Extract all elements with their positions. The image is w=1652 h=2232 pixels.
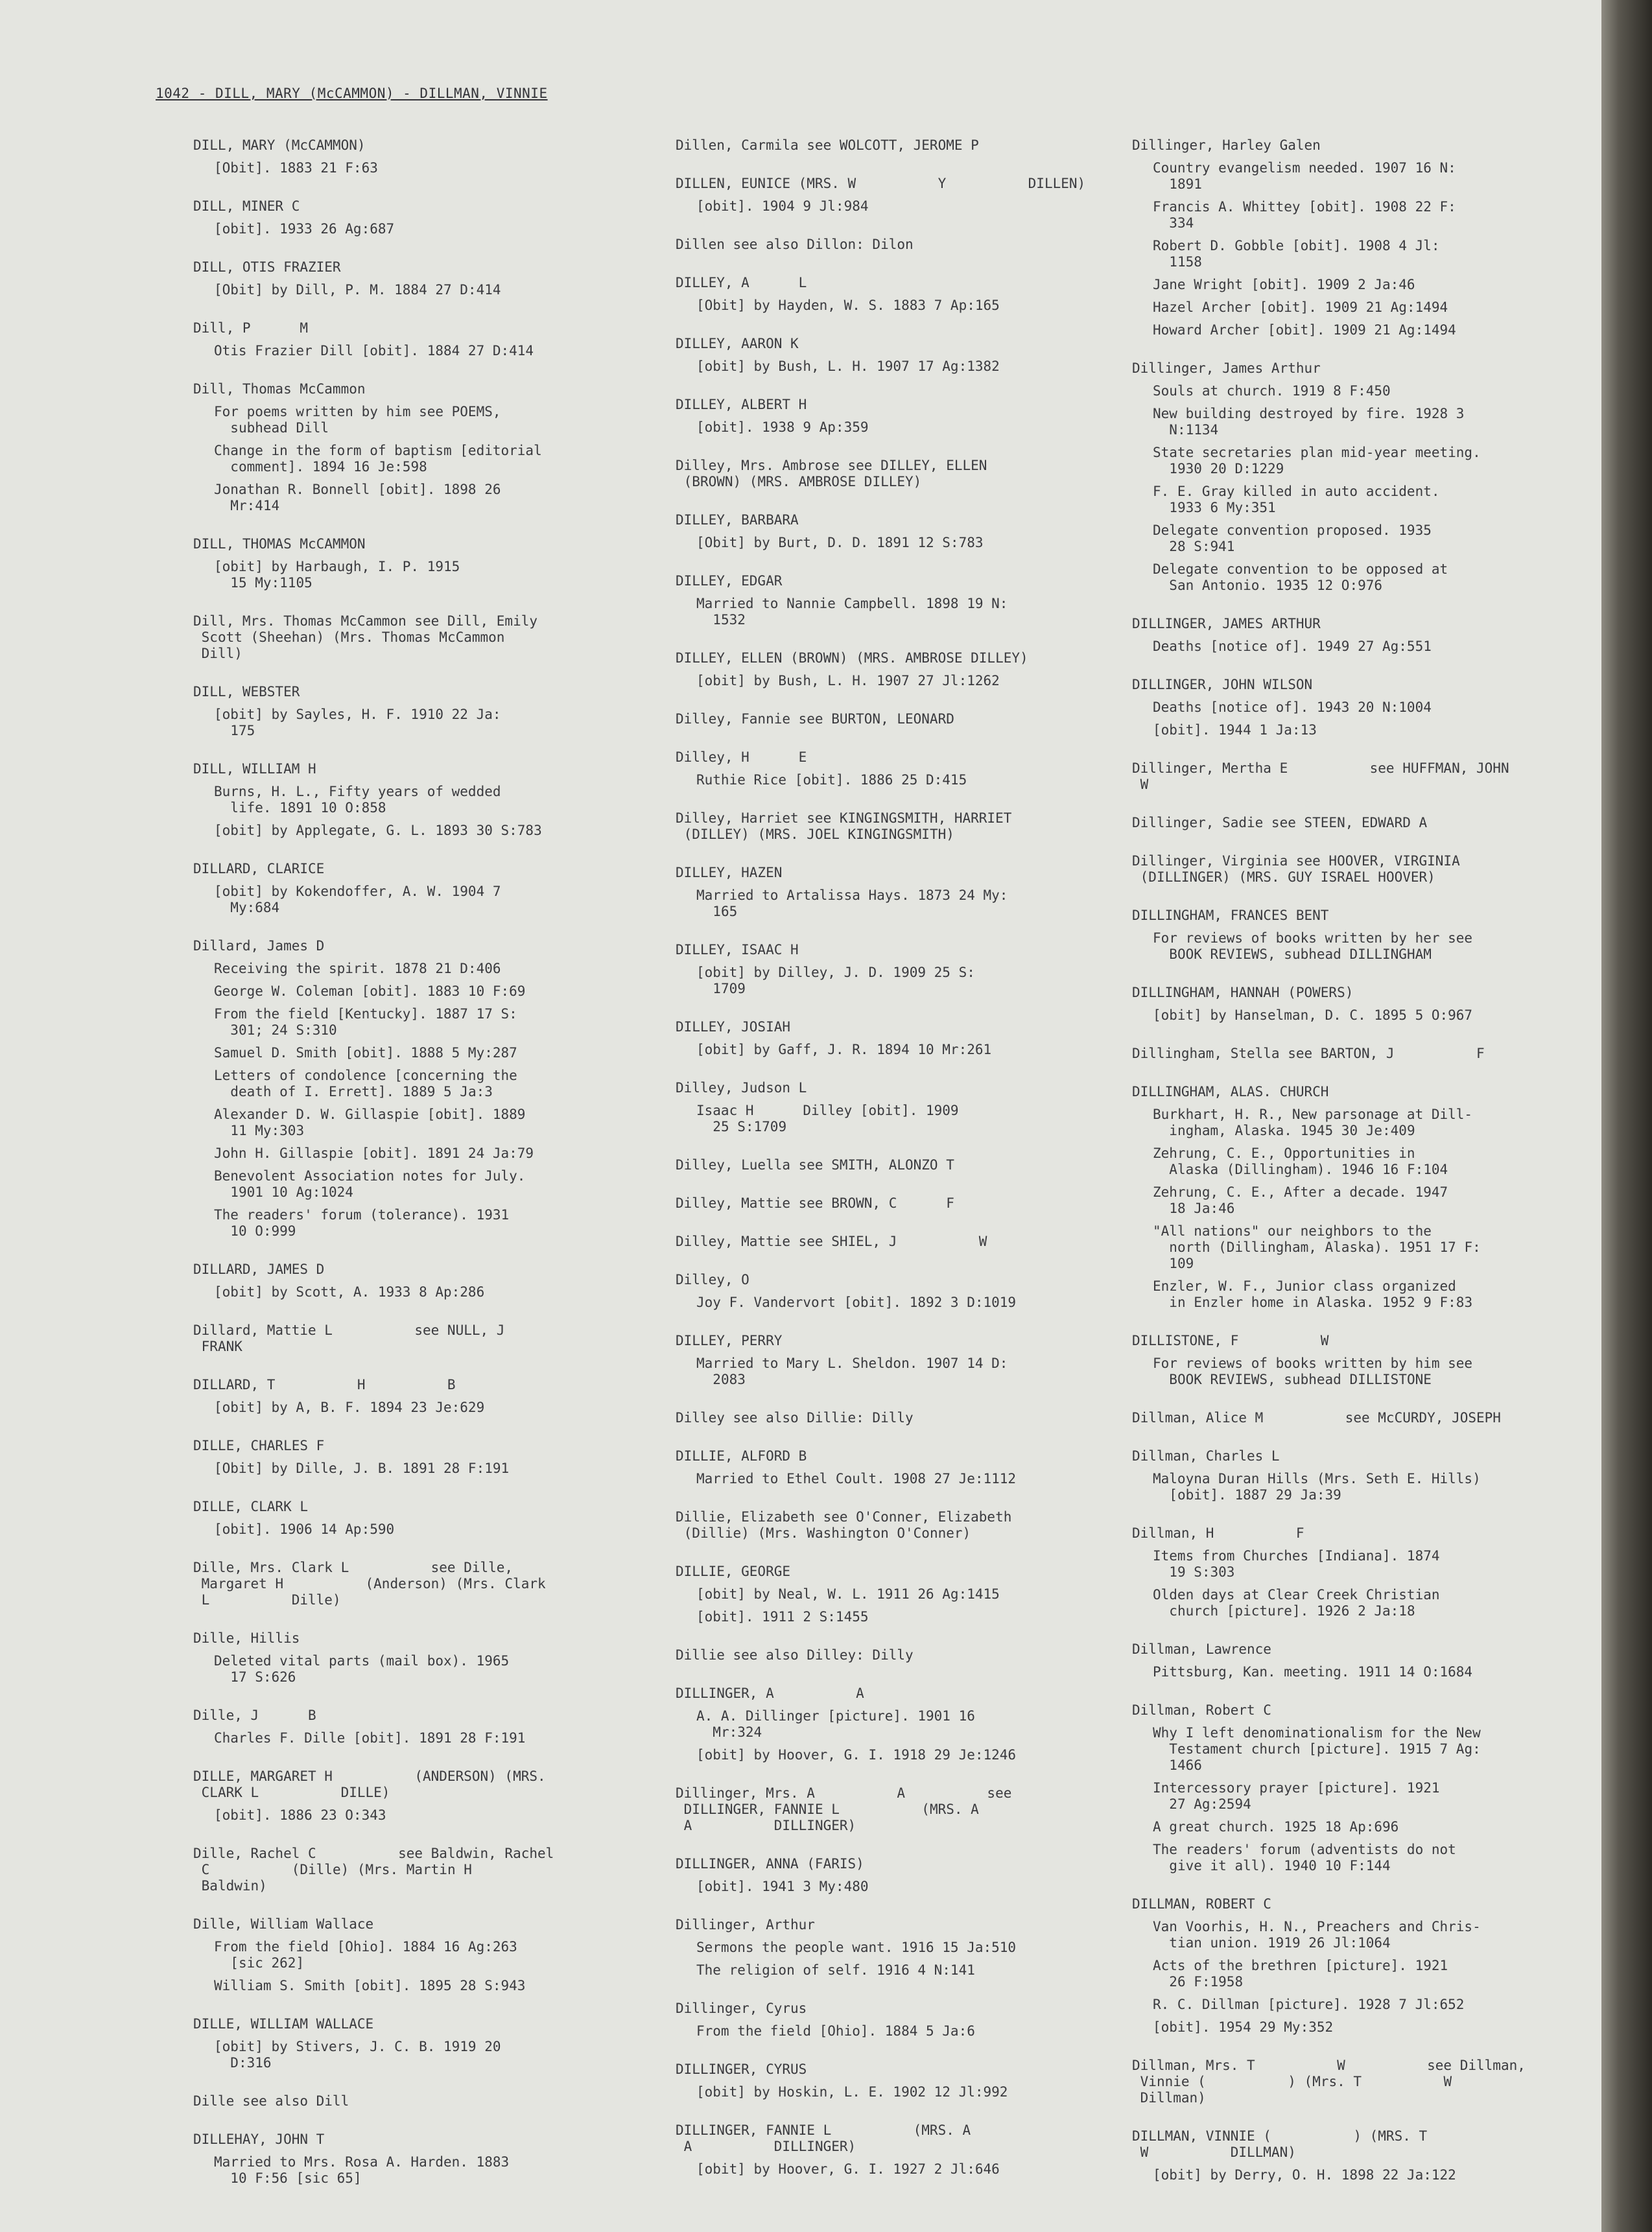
index-entry — [1132, 2058, 1573, 2106]
index-entry — [1132, 1896, 1573, 2036]
entry-citation: Joy F. Vandervort [obit]. 1892 3 D:1019 — [696, 1295, 1017, 1310]
entry-heading: DILLEN, EUNICE (MRS. W Y DILLEN) — [676, 176, 1086, 191]
entry-heading: Dill, P M — [193, 320, 309, 336]
entry-citation: For poems written by him see POEMS, subhead Dill — [214, 404, 501, 436]
entry-heading: Dillman, Mrs. T W see Dillman, Vinnie ( ) (Mrs. T W Dillman) — [1132, 2058, 1526, 2106]
entry-citation: [obit] by Sayles, H. F. 1910 22 Ja: 175 — [214, 707, 501, 738]
entry-citation: [obit] by Kokendoffer, A. W. 1904 7 My:684 — [214, 884, 501, 915]
index-entry — [676, 711, 1116, 727]
entry-heading: Dillinger, Mertha E see HUFFMAN, JOHN W — [1132, 760, 1509, 792]
entry-citation: [obit]. 1886 23 O:343 — [214, 1807, 386, 1823]
entry-citation: [obit] by Hanselman, D. C. 1895 5 O:967 — [1153, 1007, 1473, 1023]
entry-heading: DILLINGER, CYRUS — [676, 2062, 807, 2077]
index-entry — [1132, 1084, 1573, 1311]
entry-citation: Jane Wright [obit]. 1909 2 Ja:46 — [1153, 277, 1415, 292]
entry-heading: DILLE, WILLIAM WALLACE — [193, 2016, 374, 2032]
entry-citation: Married to Mary L. Sheldon. 1907 14 D: 2083 — [696, 1356, 1008, 1387]
entry-citation: John H. Gillaspie [obit]. 1891 24 Ja:79 — [214, 1145, 534, 1161]
entry-heading: Dille, William Wallace — [193, 1916, 374, 1932]
entry-citation: [obit] by A, B. F. 1894 23 Je:629 — [214, 1400, 485, 1415]
entry-heading: DILLINGER, ANNA (FARIS) — [676, 1856, 864, 1872]
entry-heading: Dilley, Mrs. Ambrose see DILLEY, ELLEN (BROWN) (MRS. AMBROSE DILLEY) — [676, 458, 987, 489]
entry-citation: Jonathan R. Bonnell [obit]. 1898 26 Mr:414 — [214, 482, 501, 513]
entry-heading: Dillman, Alice M see McCURDY, JOSEPH — [1132, 1410, 1501, 1426]
entry-citation: Enzler, W. F., Junior class organized in Enzler home in Alaska. 1952 9 F:83 — [1153, 1278, 1473, 1310]
entry-citation: New building destroyed by fire. 1928 3 N:1134 — [1153, 406, 1465, 438]
index-entry — [193, 2016, 634, 2071]
entry-citation: Van Voorhis, H. N., Preachers and Chris- tian union. 1919 26 Jl:1064 — [1153, 1919, 1481, 1951]
entry-heading: DILLISTONE, F W — [1132, 1333, 1329, 1348]
entry-citation: F. E. Gray killed in auto accident. 1933 6 My:351 — [1153, 484, 1440, 515]
entry-heading: Dillard, James D — [193, 938, 325, 954]
index-entry — [1132, 1046, 1573, 1062]
entry-heading: DILLE, CHARLES F — [193, 1438, 325, 1453]
entry-citation: [Obit]. 1883 21 F:63 — [214, 160, 378, 176]
index-entry — [193, 938, 634, 1239]
index-entry — [676, 1157, 1116, 1173]
index-entry — [193, 761, 634, 839]
index-entry — [1132, 1641, 1573, 1680]
entry-heading: Dillman, Robert C — [1132, 1702, 1271, 1718]
entry-citation: Zehrung, C. E., Opportunities in Alaska (Dillingham). 1946 16 F:104 — [1153, 1145, 1448, 1177]
entry-heading: Dilley, Harriet see KINGINGSMITH, HARRIET (DILLEY) (MRS. JOEL KINGINGSMITH) — [676, 810, 1012, 842]
index-entry — [676, 1195, 1116, 1212]
index-entry — [1132, 760, 1573, 793]
entry-citation: [obit]. 1904 9 Jl:984 — [696, 198, 869, 214]
entry-heading: Dillinger, Harley Galen — [1132, 137, 1321, 153]
index-entry — [1132, 1410, 1573, 1426]
entry-heading: Dillinger, Mrs. A A see DILLINGER, FANNIE L (MRS. A A DILLINGER) — [676, 1785, 1012, 1833]
entry-citation: Why I left denominationalism for the New Testament church [picture]. 1915 7 Ag: 1466 — [1153, 1725, 1481, 1773]
entry-heading: DILLE, MARGARET H (ANDERSON) (MRS. CLARK L DILLE) — [193, 1768, 546, 1800]
entry-citation: George W. Coleman [obit]. 1883 10 F:69 — [214, 983, 526, 999]
index-entry — [193, 1322, 634, 1355]
entry-citation: Francis A. Whittey [obit]. 1908 22 F: 334 — [1153, 199, 1456, 231]
entry-citation: [Obit] by Burt, D. D. 1891 12 S:783 — [696, 535, 984, 550]
entry-citation: Benevolent Association notes for July. 1901 10 Ag:1024 — [214, 1168, 526, 1200]
index-entry — [676, 1856, 1116, 1895]
entry-heading: DILLIE, GEORGE — [676, 1564, 791, 1579]
entry-citation: From the field [Ohio]. 1884 16 Ag:263 [sic 262] — [214, 1939, 517, 1971]
entry-citation: [obit]. 1954 29 My:352 — [1153, 2019, 1334, 2035]
index-entry — [1132, 1525, 1573, 1619]
index-entry — [676, 176, 1116, 215]
entry-heading: Dillman, Charles L — [1132, 1448, 1280, 1464]
entry-heading: Dillingham, Stella see BARTON, J F — [1132, 1046, 1485, 1061]
entry-citation: A. A. Dillinger [picture]. 1901 16 Mr:324 — [696, 1708, 975, 1740]
index-entry — [676, 275, 1116, 314]
index-entry — [1132, 360, 1573, 594]
entry-citation: [obit]. 1911 2 S:1455 — [696, 1609, 869, 1625]
entry-heading: DILLEY, AARON K — [676, 336, 799, 351]
index-entry — [676, 1448, 1116, 1487]
entry-heading: DILLEY, PERRY — [676, 1333, 783, 1348]
entry-citation: Burns, H. L., Fifty years of wedded life. 1891 10 O:858 — [214, 784, 501, 816]
entry-heading: DILLINGHAM, HANNAH (POWERS) — [1132, 985, 1354, 1000]
index-entry — [676, 237, 1116, 253]
entry-citation: Maloyna Duran Hills (Mrs. Seth E. Hills) [obit]. 1887 29 Ja:39 — [1153, 1471, 1481, 1503]
entry-heading: Dille see also Dill — [193, 2093, 349, 2109]
entry-citation: [obit] by Dilley, J. D. 1909 25 S: 1709 — [696, 965, 975, 996]
index-entry — [676, 1509, 1116, 1542]
entry-citation: [obit] by Hoover, G. I. 1918 29 Je:1246 — [696, 1747, 1017, 1763]
index-entry — [193, 137, 634, 176]
entry-heading: DILLINGER, A A — [676, 1686, 864, 1701]
index-entry — [1132, 2128, 1573, 2183]
entry-heading: Dille, Rachel C see Baldwin, Rachel C (Dille) (Mrs. Martin H Baldwin) — [193, 1846, 554, 1894]
index-entry — [193, 684, 634, 739]
entry-heading: Dillie, Elizabeth see O'Conner, Elizabeth (Dillie) (Mrs. Washington O'Conner) — [676, 1509, 1012, 1541]
entry-citation: [Obit] by Hayden, W. S. 1883 7 Ap:165 — [696, 298, 1000, 313]
index-entry — [1132, 677, 1573, 738]
entry-citation: Deleted vital parts (mail box). 1965 17 S:626 — [214, 1653, 510, 1685]
entry-heading: Dillard, Mattie L see NULL, J FRANK — [193, 1322, 505, 1354]
entry-heading: Dille, Hillis — [193, 1630, 300, 1646]
entry-citation: Pittsburg, Kan. meeting. 1911 14 O:1684 — [1153, 1664, 1473, 1680]
entry-heading: DILLINGER, FANNIE L (MRS. A A DILLINGER) — [676, 2122, 971, 2154]
entry-heading: DILLEY, ELLEN (BROWN) (MRS. AMBROSE DILLEY) — [676, 650, 1028, 666]
index-entry — [193, 198, 634, 237]
entry-citation: [obit] by Derry, O. H. 1898 22 Ja:122 — [1153, 2167, 1456, 2183]
entry-citation: Letters of condolence [concerning the death of I. Errett]. 1889 5 Ja:3 — [214, 1068, 517, 1099]
entry-citation: Acts of the brethren [picture]. 1921 26 F:1958 — [1153, 1958, 1448, 1990]
column-1 — [193, 137, 634, 2209]
index-entry — [1132, 985, 1573, 1024]
entry-citation: Delegate convention to be opposed at San Antonio. 1935 12 O:976 — [1153, 561, 1448, 593]
index-entry — [193, 1708, 634, 1746]
index-entry — [676, 1686, 1116, 1763]
index-entry — [676, 1917, 1116, 1979]
entry-citation: Souls at church. 1919 8 F:450 — [1153, 383, 1391, 399]
entry-heading: DILLARD, JAMES D — [193, 1262, 325, 1277]
index-entry — [676, 810, 1116, 843]
index-entry — [193, 1630, 634, 1686]
entry-heading: DILLARD, CLARICE — [193, 861, 325, 876]
entry-heading: DILLEY, ALBERT H — [676, 397, 807, 412]
index-entry — [676, 397, 1116, 436]
index-entry — [676, 942, 1116, 997]
index-entry — [676, 336, 1116, 375]
index-entry — [193, 1377, 634, 1416]
index-entry — [676, 650, 1116, 689]
entry-citation: William S. Smith [obit]. 1895 28 S:943 — [214, 1978, 526, 1993]
index-entry — [193, 1262, 634, 1300]
entry-heading: Dilley, Judson L — [676, 1080, 807, 1096]
entry-heading: DILLE, CLARK L — [193, 1499, 309, 1514]
entry-heading: Dillie see also Dilley: Dilly — [676, 1647, 914, 1663]
entry-heading: DILLINGER, JOHN WILSON — [1132, 677, 1313, 692]
entry-heading: Dilley, Luella see SMITH, ALONZO T — [676, 1157, 954, 1173]
index-entry — [193, 320, 634, 359]
entry-citation: [obit]. 1944 1 Ja:13 — [1153, 722, 1317, 738]
entry-citation: Isaac H Dilley [obit]. 1909 25 S:1709 — [696, 1103, 959, 1134]
index-entry — [1132, 1448, 1573, 1503]
entry-heading: DILLEHAY, JOHN T — [193, 2132, 325, 2147]
index-entry — [193, 1438, 634, 1477]
entry-citation: [obit]. 1938 9 Ap:359 — [696, 419, 869, 435]
entry-heading: Dilley, H E — [676, 749, 807, 765]
entry-heading: DILLARD, T H B — [193, 1377, 456, 1392]
entry-heading: DILL, THOMAS McCAMMON — [193, 536, 366, 552]
entry-heading: DILL, WILLIAM H — [193, 761, 316, 777]
entry-citation: Samuel D. Smith [obit]. 1888 5 My:287 — [214, 1045, 517, 1061]
column-3 — [1132, 137, 1573, 2205]
entry-citation: Items from Churches [Indiana]. 1874 19 S:303 — [1153, 1548, 1440, 1580]
entry-heading: Dill, Thomas McCammon — [193, 381, 366, 397]
entry-heading: DILLINGHAM, ALAS. CHURCH — [1132, 1084, 1329, 1099]
entry-citation: Married to Mrs. Rosa A. Harden. 1883 10 F:56 [sic 65] — [214, 2154, 510, 2186]
index-entry — [193, 1499, 634, 1538]
index-entry — [193, 1560, 634, 1608]
index-entry — [1132, 853, 1573, 886]
entry-heading: DILL, OTIS FRAZIER — [193, 259, 341, 275]
index-entry — [676, 1272, 1116, 1311]
entry-citation: Howard Archer [obit]. 1909 21 Ag:1494 — [1153, 322, 1456, 338]
entry-citation: Zehrung, C. E., After a decade. 1947 18 Ja:46 — [1153, 1184, 1448, 1216]
entry-citation: For reviews of books written by her see BOOK REVIEWS, subhead DILLINGHAM — [1153, 930, 1473, 962]
entry-citation: [Obit] by Dill, P. M. 1884 27 D:414 — [214, 282, 501, 298]
entry-heading: Dillinger, Cyrus — [676, 2001, 807, 2016]
entry-citation: The readers' forum (adventists do not give it all). 1940 10 F:144 — [1153, 1842, 1456, 1874]
entry-citation: Deaths [notice of]. 1943 20 N:1004 — [1153, 699, 1432, 715]
entry-citation: Married to Nannie Campbell. 1898 19 N: 1532 — [696, 596, 1008, 628]
index-entry — [193, 1846, 634, 1894]
column-2 — [676, 137, 1116, 2200]
entry-citation: [obit]. 1906 14 Ap:590 — [214, 1521, 395, 1537]
entry-heading: DILLEY, JOSIAH — [676, 1019, 791, 1035]
entry-citation: Burkhart, H. R., New parsonage at Dill- ingham, Alaska. 1945 30 Je:409 — [1153, 1107, 1473, 1138]
entry-citation: [obit] by Scott, A. 1933 8 Ap:286 — [214, 1284, 485, 1300]
index-entry — [676, 865, 1116, 920]
entry-citation: [obit] by Applegate, G. L. 1893 30 S:783 — [214, 823, 542, 838]
index-entry — [676, 1080, 1116, 1135]
index-entry — [676, 749, 1116, 788]
entry-citation: [obit] by Bush, L. H. 1907 17 Ag:1382 — [696, 358, 1000, 374]
entry-heading: DILLEY, BARBARA — [676, 512, 799, 528]
entry-heading: Dill, Mrs. Thomas McCammon see Dill, Emily Scott (Sheehan) (Mrs. Thomas McCammon Dill) — [193, 613, 538, 661]
index-entry — [676, 1410, 1116, 1426]
entry-citation: The readers' forum (tolerance). 1931 10 O:999 — [214, 1207, 510, 1239]
entry-heading: DILL, MARY (McCAMMON) — [193, 137, 366, 153]
entry-heading: DILLEY, A L — [676, 275, 807, 290]
entry-heading: Dillman, Lawrence — [1132, 1641, 1271, 1657]
index-entry — [193, 2132, 634, 2187]
entry-heading: Dillen, Carmila see WOLCOTT, JEROME P — [676, 137, 979, 153]
entry-heading: DILLEY, EDGAR — [676, 573, 783, 589]
index-entry — [676, 458, 1116, 490]
entry-citation: Deaths [notice of]. 1949 27 Ag:551 — [1153, 639, 1432, 654]
entry-heading: Dillinger, Arthur — [676, 1917, 815, 1932]
entry-citation: The religion of self. 1916 4 N:141 — [696, 1962, 975, 1978]
index-entry — [676, 2122, 1116, 2178]
entry-citation: [obit] by Hoskin, L. E. 1902 12 Jl:992 — [696, 2084, 1008, 2100]
entry-citation: Intercessory prayer [picture]. 1921 27 Ag:2594 — [1153, 1780, 1440, 1812]
entry-heading: Dille, J B — [193, 1708, 316, 1723]
entry-citation: Charles F. Dille [obit]. 1891 28 F:191 — [214, 1730, 526, 1746]
index-entry — [193, 259, 634, 298]
entry-citation: A great church. 1925 18 Ap:696 — [1153, 1819, 1399, 1835]
entry-citation: [obit] by Harbaugh, I. P. 1915 15 My:1105 — [214, 559, 460, 591]
entry-heading: DILLEY, ISAAC H — [676, 942, 799, 957]
index-entry — [193, 1768, 634, 1824]
running-head: 1042 - DILL, MARY (McCAMMON) - DILLMAN, VINNIE — [156, 86, 548, 101]
entry-heading: Dilley see also Dillie: Dilly — [676, 1410, 914, 1426]
entry-heading: Dillen see also Dillon: Dilon — [676, 237, 914, 252]
entry-citation: [Obit] by Dille, J. B. 1891 28 F:191 — [214, 1461, 510, 1476]
entry-heading: Dillinger, Sadie see STEEN, EDWARD A — [1132, 815, 1428, 830]
entry-citation: From the field [Kentucky]. 1887 17 S: 301; 24 S:310 — [214, 1006, 517, 1038]
index-entry — [676, 1333, 1116, 1388]
entry-citation: Country evangelism needed. 1907 16 N: 1891 — [1153, 160, 1456, 192]
entry-heading: Dilley, Mattie see BROWN, C F — [676, 1195, 954, 1211]
entry-citation: [obit] by Neal, W. L. 1911 26 Ag:1415 — [696, 1586, 1000, 1602]
entry-heading: Dilley, Mattie see SHIEL, J W — [676, 1234, 987, 1249]
index-entry — [193, 1916, 634, 1994]
entry-citation: R. C. Dillman [picture]. 1928 7 Jl:652 — [1153, 1997, 1465, 2012]
entry-citation: "All nations" our neighbors to the north (Dillingham, Alaska). 1951 17 F: 109 — [1153, 1223, 1481, 1271]
index-entry — [676, 1234, 1116, 1250]
index-entry — [676, 1647, 1116, 1663]
entry-citation: Sermons the people want. 1916 15 Ja:510 — [696, 1940, 1017, 1955]
entry-heading: Dillman, H F — [1132, 1525, 1304, 1541]
index-entry — [1132, 908, 1573, 963]
entry-heading: DILLIE, ALFORD B — [676, 1448, 807, 1464]
entry-heading: Dille, Mrs. Clark L see Dille, Margaret H (Anderson) (Mrs. Clark L Dille) — [193, 1560, 546, 1608]
entry-heading: DILLEY, HAZEN — [676, 865, 783, 880]
index-entry — [676, 2001, 1116, 2039]
index-entry — [676, 1785, 1116, 1834]
entry-citation: [obit]. 1941 3 My:480 — [696, 1879, 869, 1894]
index-entry — [676, 573, 1116, 628]
entry-citation: [obit] by Gaff, J. R. 1894 10 Mr:261 — [696, 1042, 992, 1057]
entry-citation: Robert D. Gobble [obit]. 1908 4 Jl: 1158 — [1153, 238, 1440, 270]
entry-heading: DILL, MINER C — [193, 198, 300, 214]
entry-citation: Olden days at Clear Creek Christian church [picture]. 1926 2 Ja:18 — [1153, 1587, 1440, 1619]
entry-citation: For reviews of books written by him see BOOK REVIEWS, subhead DILLISTONE — [1153, 1356, 1473, 1387]
index-entry — [1132, 616, 1573, 655]
entry-citation: Married to Artalissa Hays. 1873 24 My: 165 — [696, 887, 1008, 919]
index-entry — [193, 861, 634, 916]
index-entry — [193, 2093, 634, 2109]
entry-citation: Receiving the spirit. 1878 21 D:406 — [214, 961, 501, 976]
entry-heading: DILL, WEBSTER — [193, 684, 300, 699]
entry-citation: [obit] by Hoover, G. I. 1927 2 Jl:646 — [696, 2161, 1000, 2177]
entry-heading: Dilley, Fannie see BURTON, LEONARD — [676, 711, 954, 727]
index-entry — [676, 512, 1116, 551]
index-entry — [193, 613, 634, 662]
index-entry — [676, 1019, 1116, 1058]
entry-heading: DILLMAN, ROBERT C — [1132, 1896, 1271, 1912]
entry-citation: Married to Ethel Coult. 1908 27 Je:1112 — [696, 1471, 1017, 1486]
entry-heading: DILLINGER, JAMES ARTHUR — [1132, 616, 1321, 631]
index-entry — [1132, 815, 1573, 831]
entry-citation: [obit] by Stivers, J. C. B. 1919 20 D:316 — [214, 2039, 501, 2071]
entry-citation: Alexander D. W. Gillaspie [obit]. 1889 11 My:303 — [214, 1107, 526, 1138]
index-entry — [676, 1564, 1116, 1625]
entry-heading: Dillinger, James Arthur — [1132, 360, 1321, 376]
index-entry — [676, 2062, 1116, 2100]
entry-heading: DILLMAN, VINNIE ( ) (MRS. T W DILLMAN) — [1132, 2128, 1428, 2160]
entry-citation: Otis Frazier Dill [obit]. 1884 27 D:414 — [214, 343, 534, 358]
entry-citation: [obit] by Bush, L. H. 1907 27 Jl:1262 — [696, 673, 1000, 688]
entry-citation: From the field [Ohio]. 1884 5 Ja:6 — [696, 2023, 975, 2039]
book-gutter — [1601, 0, 1652, 2232]
index-entry — [193, 381, 634, 514]
index-entry — [1132, 1333, 1573, 1388]
entry-heading: DILLINGHAM, FRANCES BENT — [1132, 908, 1329, 923]
entry-citation: Hazel Archer [obit]. 1909 21 Ag:1494 — [1153, 300, 1448, 315]
index-entry — [193, 536, 634, 591]
entry-citation: State secretaries plan mid-year meeting. 1930 20 D:1229 — [1153, 445, 1481, 476]
entry-heading: Dilley, O — [676, 1272, 749, 1287]
entry-citation: Ruthie Rice [obit]. 1886 25 D:415 — [696, 772, 967, 788]
entry-citation: Delegate convention proposed. 1935 28 S:941 — [1153, 523, 1432, 554]
index-entry — [1132, 1702, 1573, 1874]
index-entry — [1132, 137, 1573, 338]
entry-citation: [obit]. 1933 26 Ag:687 — [214, 221, 395, 237]
entry-heading: Dillinger, Virginia see HOOVER, VIRGINIA (DILLINGER) (MRS. GUY ISRAEL HOOVER) — [1132, 853, 1460, 885]
entry-citation: Change in the form of baptism [editorial comment]. 1894 16 Je:598 — [214, 443, 542, 475]
index-entry — [676, 137, 1116, 154]
